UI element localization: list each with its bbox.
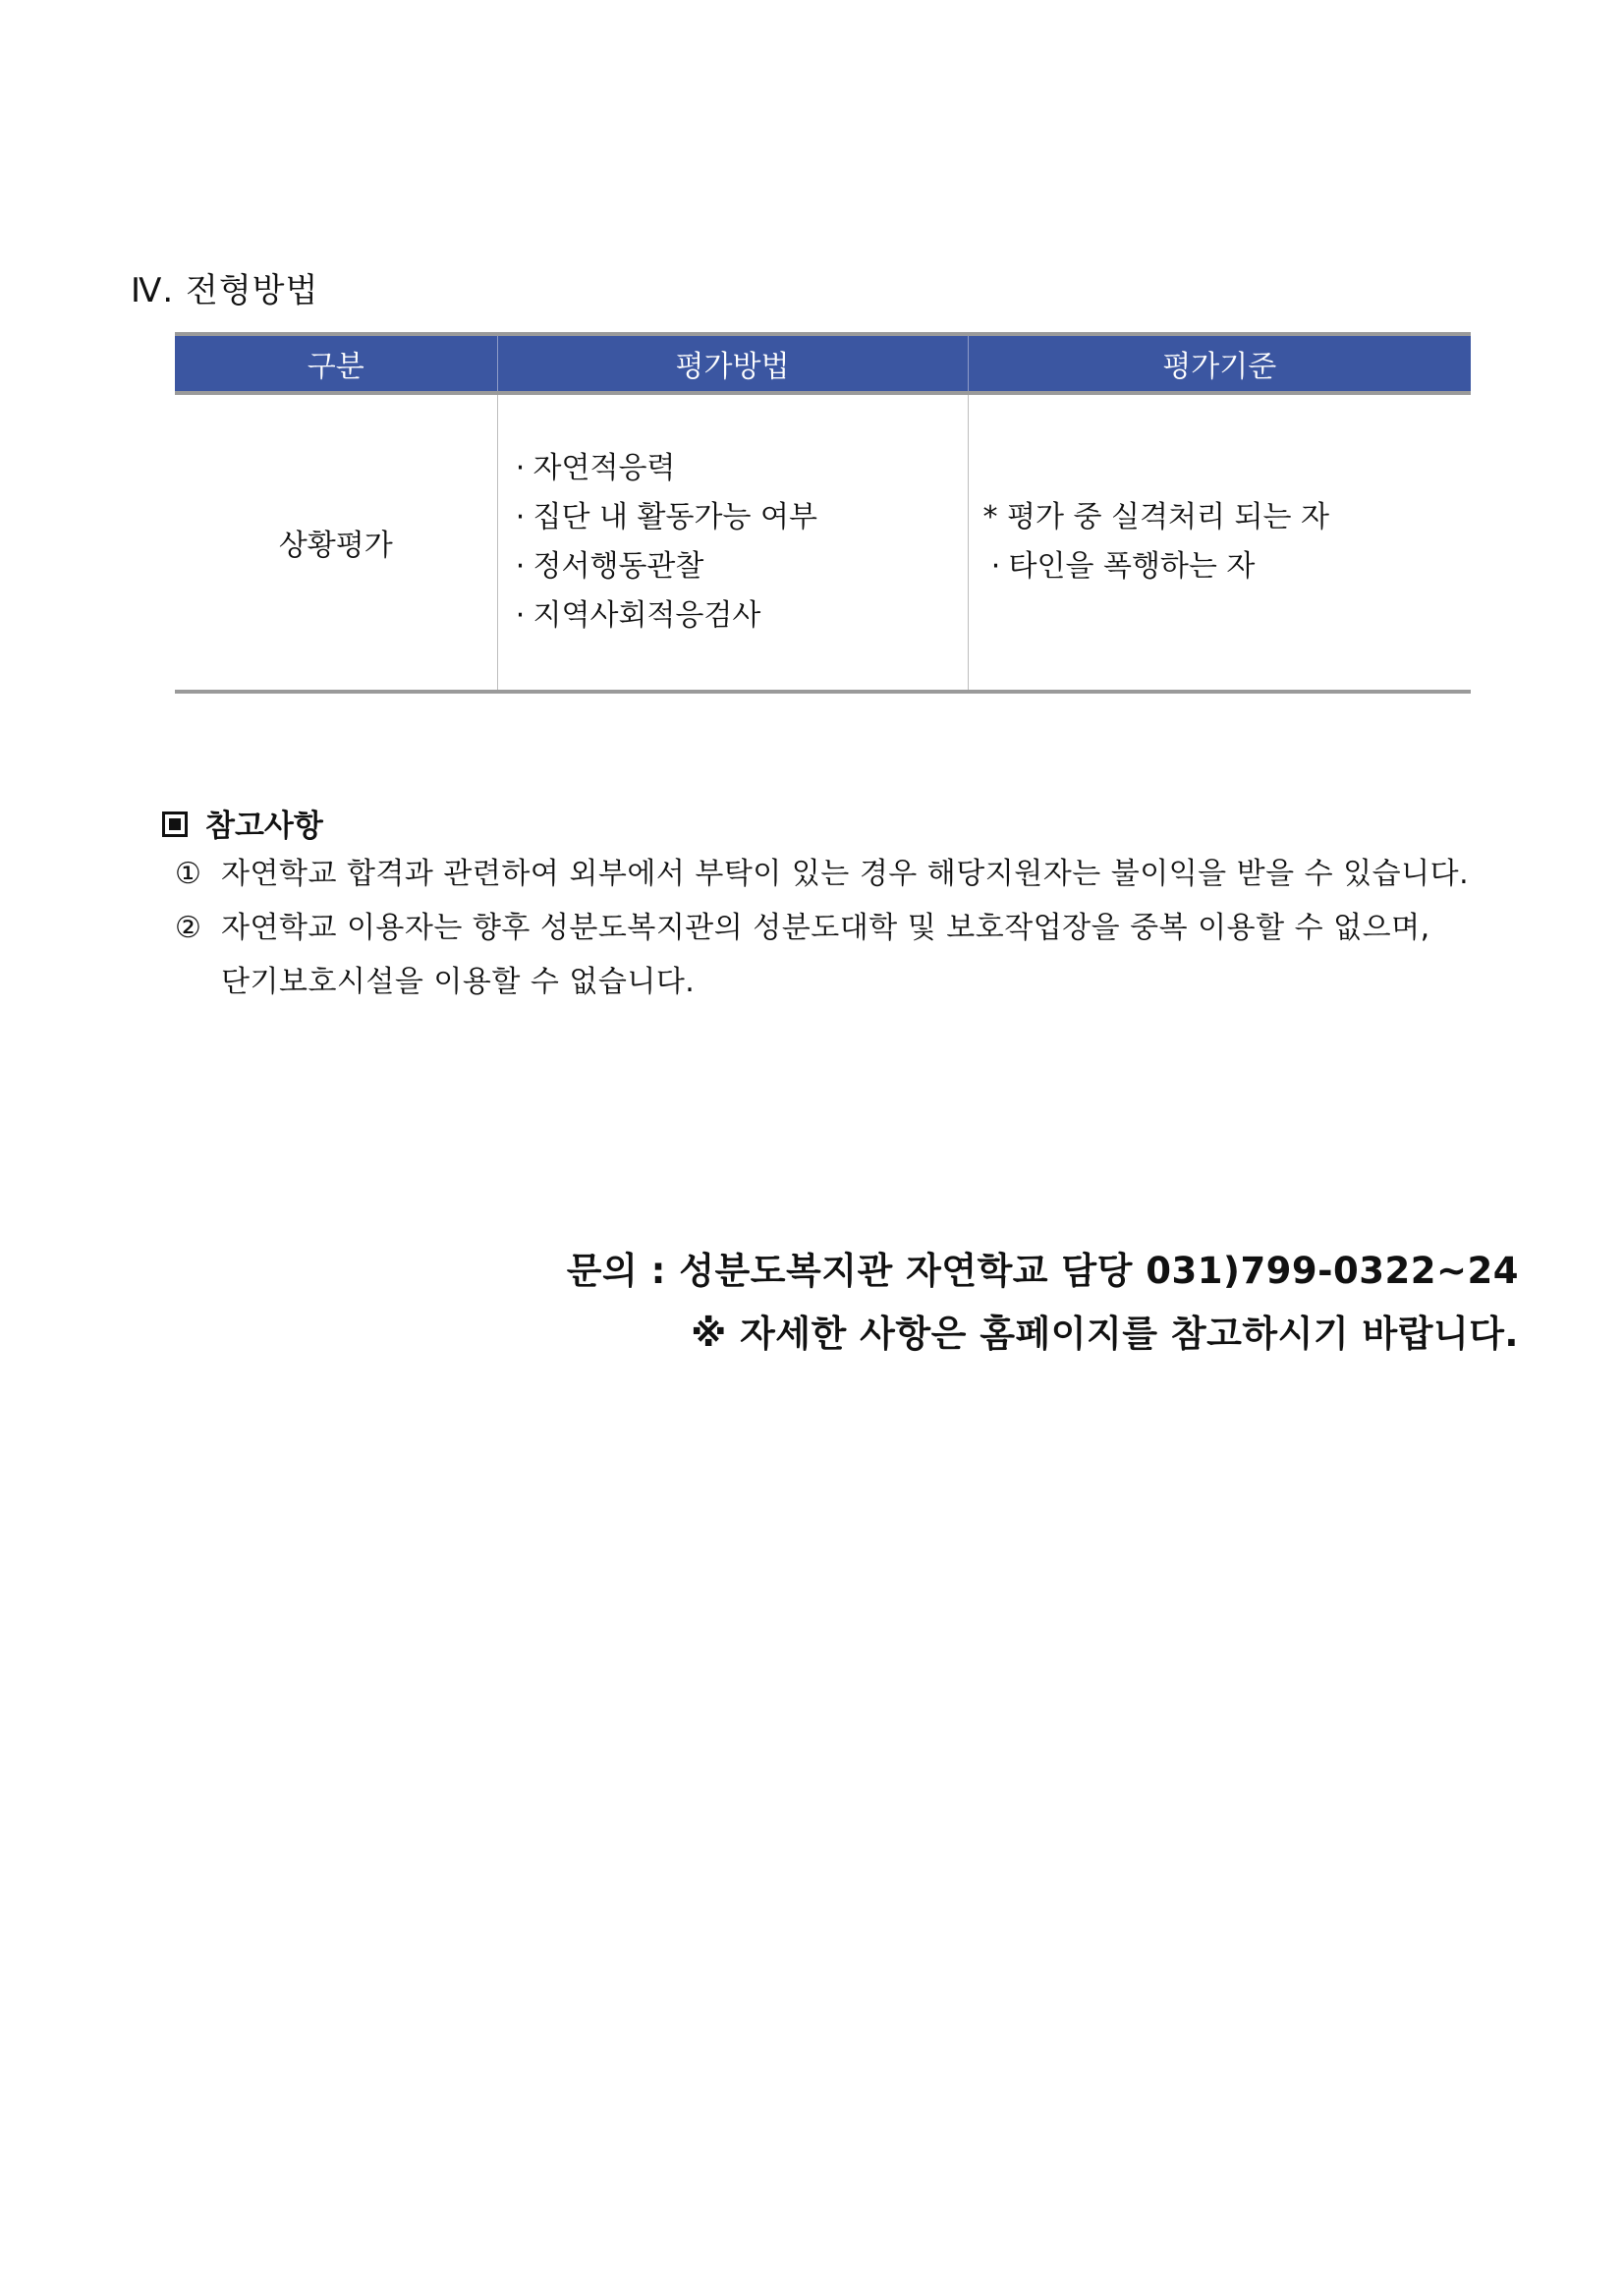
- list-item: [983, 542, 1472, 591]
- bullet-dot: ·: [515, 451, 526, 485]
- category-cell: 상황평가: [175, 393, 497, 692]
- note-item: [175, 901, 1469, 955]
- note-text: 자연학교 이용자는 향후 성분도복지관의 성분도대학 및 보호작업장을 중복 이용할 수 없으며,: [221, 911, 1430, 945]
- header-method: 평가방법: [497, 334, 968, 393]
- bullet-dot: ·: [515, 549, 526, 584]
- note-number: ②: [175, 911, 202, 945]
- note-continuation: 단기보호시설을 이용할 수 없습니다.: [221, 965, 696, 999]
- methods-list: [498, 444, 968, 641]
- contact-block: [567, 1240, 1519, 1366]
- table-header-row: [175, 334, 1471, 393]
- bullet-dot: ·: [515, 500, 526, 534]
- criteria-heading: * 평가 중 실격처리 되는 자: [982, 500, 1329, 534]
- header-category: 구분: [175, 334, 497, 393]
- criteria-text: 타인을 폭행하는 자: [1008, 549, 1256, 584]
- homepage-notice: ※ 자세한 사항은 홈페이지를 참고하시기 바랍니다.: [691, 1313, 1519, 1355]
- notes-title: [162, 801, 323, 845]
- method-text: 자연적응력: [532, 451, 676, 485]
- method-text: 정서행동관찰: [532, 549, 704, 584]
- section-title: Ⅳ. 전형방법: [131, 271, 319, 310]
- methods-cell: [497, 393, 968, 692]
- list-item: [508, 493, 968, 542]
- list-item: [508, 444, 968, 493]
- filled-square-icon: [162, 812, 188, 837]
- note-number: ①: [175, 857, 202, 891]
- method-text: 집단 내 활동가능 여부: [532, 500, 817, 534]
- bullet-dot: ·: [515, 598, 526, 633]
- criteria-cell: [968, 393, 1471, 692]
- notes-title-text: 참고사항: [205, 809, 323, 844]
- criteria-block: [969, 493, 1472, 591]
- method-text: 지역사회적응검사: [532, 598, 761, 633]
- list-item: [508, 542, 968, 591]
- table-row: [175, 393, 1471, 692]
- note-item: [175, 847, 1469, 901]
- list-item: [508, 591, 968, 641]
- header-criteria: 평가기준: [968, 334, 1471, 393]
- note-text: 자연학교 합격과 관련하여 외부에서 부탁이 있는 경우 해당지원자는 불이익을 받을 수 있습니다.: [221, 857, 1470, 891]
- bullet-dot: ·: [990, 549, 1001, 584]
- contact-line: 문의 : 성분도복지관 자연학교 담당 031)799-0322~24: [566, 1250, 1519, 1292]
- evaluation-table: [175, 332, 1471, 694]
- notes-list: [175, 847, 1469, 1009]
